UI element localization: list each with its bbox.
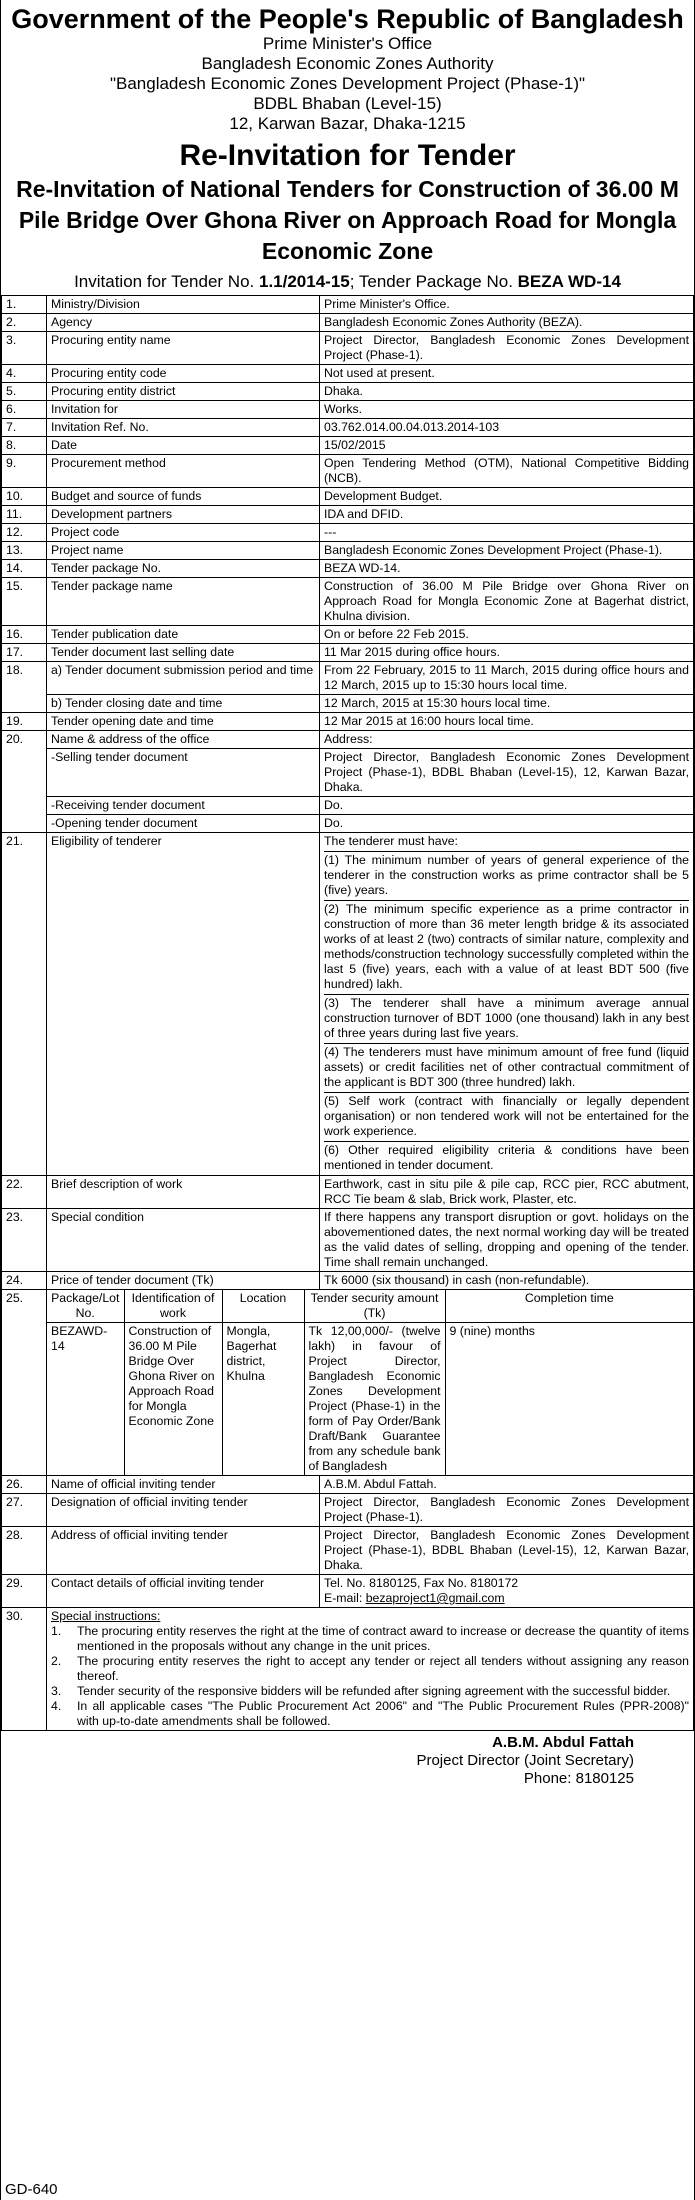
row-value: Prime Minister's Office. — [320, 296, 694, 314]
row-value: 12 March, 2015 at 15:30 hours local time. — [320, 695, 694, 713]
building-name: BDBL Bhaban (Level-15) — [253, 94, 442, 113]
signature-block — [1, 1734, 694, 1788]
special-instructions — [47, 1608, 694, 1731]
row-number: 1. — [2, 296, 47, 314]
row-label: Procuring entity district — [47, 383, 320, 401]
package-header: Completion time — [445, 1290, 693, 1323]
table-row — [2, 542, 694, 560]
table-row — [2, 731, 694, 749]
contact-tel-fax: Tel. No. 8180125, Fax No. 8180172 — [324, 1576, 519, 1590]
row-value: Project Director, Bangladesh Economic Zones Development Project (Phase-1). — [320, 332, 694, 365]
row-value: Project Director, Bangladesh Economic Zones Development Project (Phase-1), BDBL Bhaban (Level-15), 12, Karwan Bazar, Dhaka. — [320, 749, 694, 797]
row-label: Project name — [47, 542, 320, 560]
row-number: 30. — [2, 1608, 47, 1731]
row-number: 22. — [2, 1176, 47, 1209]
row-number: 5. — [2, 383, 47, 401]
contact-details — [320, 1575, 694, 1608]
table-row — [2, 365, 694, 383]
table-row — [2, 455, 694, 488]
invitation-line — [1, 271, 694, 293]
eligibility-item: (2) The minimum specific experience as a prime contractor in construction of more than 36 meter length bridge & its associated works of at least 2 (two) contracts of similar nature, complexity and methods/construction technology successfully completed within the last 5 (five) years, each with a value of at least BDT 500 (five hundred) lakh. — [324, 901, 689, 995]
package-header-row — [47, 1290, 693, 1323]
table-row — [2, 419, 694, 437]
row-label: Name & address of the office — [47, 731, 320, 749]
table-row — [2, 578, 694, 626]
package-lot-no: BEZAWD-14 — [51, 1324, 108, 1353]
row-value: Address: — [320, 731, 694, 749]
row-label: Tender document last selling date — [47, 644, 320, 662]
row-value: IDA and DFID. — [320, 506, 694, 524]
package-table — [47, 1290, 693, 1475]
row-label: Invitation Ref. No. — [47, 419, 320, 437]
row-label: Invitation for — [47, 401, 320, 419]
row-number: 27. — [2, 1494, 47, 1527]
row-value: Bangladesh Economic Zones Development Project (Phase-1). — [320, 542, 694, 560]
table-row — [2, 1290, 694, 1476]
signatory-phone: Phone: 8180125 — [523, 1770, 634, 1787]
row-number: 8. — [2, 437, 47, 455]
reinvitation-heading: Re-Invitation for Tender — [179, 139, 516, 172]
table-row — [2, 383, 694, 401]
table-row — [2, 1575, 694, 1608]
row-label: Date — [47, 437, 320, 455]
eligibility-item: (3) The tenderer shall have a minimum average annual construction turnover of BDT 1000 (one thousand) lakh in any best of three years during last five years. — [324, 995, 689, 1044]
table-row — [2, 296, 694, 314]
table-row — [2, 1494, 694, 1527]
special-instruction-item — [51, 1654, 689, 1684]
office-name: Prime Minister's Office — [262, 34, 433, 53]
tender-details-table — [1, 295, 694, 1731]
package-number: BEZA WD-14 — [517, 272, 621, 291]
package-header: Location — [222, 1290, 304, 1323]
contact-email-line — [324, 1591, 689, 1606]
row-value: Not used at present. — [320, 365, 694, 383]
special-instruction-text: Tender security of the responsive bidders will be refunded after signing agreement with the successful bidder. — [77, 1684, 671, 1698]
invitation-number: 1.1/2014-15 — [258, 272, 350, 291]
special-instruction-text: The procuring entity reserves the right to accept any tender or reject all tenders without assigning any reason thereof. — [77, 1654, 689, 1683]
special-instruction-number: 1. — [51, 1624, 62, 1638]
row-label: Procurement method — [47, 455, 320, 488]
gd-code: GD-640 — [5, 2181, 58, 2198]
office-address: 12, Karwan Bazar, Dhaka-1215 — [229, 114, 466, 133]
invitation-mid: ; Tender Package No. — [349, 272, 518, 291]
package-table-cell — [47, 1290, 694, 1476]
row-number: 26. — [2, 1476, 47, 1494]
row-label: Procuring entity name — [47, 332, 320, 365]
row-label: Project code — [47, 524, 320, 542]
row-value: Project Director, Bangladesh Economic Zones Development Project (Phase-1), BDBL Bhaban (Level-15), 12, Karwan Bazar, Dhaka. — [320, 1527, 694, 1575]
row-value: On or before 22 Feb 2015. — [320, 626, 694, 644]
row-label: Budget and source of funds — [47, 488, 320, 506]
row-value: 03.762.014.00.04.013.2014-103 — [320, 419, 694, 437]
row-number: 23. — [2, 1209, 47, 1272]
package-header: Identification of work — [124, 1290, 222, 1323]
row-value: Bangladesh Economic Zones Authority (BEZA). — [320, 314, 694, 332]
row-label: Tender opening date and time — [47, 713, 320, 731]
row-number: 28. — [2, 1527, 47, 1575]
row-label: Agency — [47, 314, 320, 332]
row-label: Tender publication date — [47, 626, 320, 644]
row-number: 21. — [2, 833, 47, 1176]
eligibility-intro: The tenderer must have: — [324, 833, 689, 852]
table-row — [2, 314, 694, 332]
special-instruction-item — [51, 1624, 689, 1654]
signatory-designation: Project Director (Joint Secretary) — [416, 1752, 634, 1769]
package-header: Package/Lot No. — [47, 1290, 124, 1323]
row-value: Do. — [320, 797, 694, 815]
package-header: Tender security amount (Tk) — [304, 1290, 445, 1323]
row-label: Special condition — [47, 1209, 320, 1272]
row-value: Open Tendering Method (OTM), National Competitive Bidding (NCB). — [320, 455, 694, 488]
package-work: Construction of 36.00 M Pile Bridge Over Ghona River on Approach Road for Mongla Economic Zone — [124, 1323, 222, 1476]
row-label: Development partners — [47, 506, 320, 524]
table-row — [2, 437, 694, 455]
row-label: -Receiving tender document — [47, 797, 320, 815]
table-row — [2, 1476, 694, 1494]
special-instruction-number: 4. — [51, 1699, 62, 1713]
row-number: 19. — [2, 713, 47, 731]
special-instruction-text: In all applicable cases "The Public Procurement Act 2006" and "The Public Procurement Rules (PPR-2008)" with up-to-date amendments shall be followed. — [77, 1699, 689, 1728]
row-number: 20. — [2, 731, 47, 833]
row-number: 24. — [2, 1272, 47, 1290]
eligibility-item: (1) The minimum number of years of general experience of the tenderer in the construction works as prime contractor shall be 5 (five) years. — [324, 852, 689, 901]
special-instruction-number: 3. — [51, 1684, 62, 1698]
row-label: Eligibility of tenderer — [47, 833, 320, 1176]
row-label: Price of tender document (Tk) — [47, 1272, 320, 1290]
row-number: 4. — [2, 365, 47, 383]
row-label: Ministry/Division — [47, 296, 320, 314]
row-label: Designation of official inviting tender — [47, 1494, 320, 1527]
package-row — [47, 1323, 693, 1476]
row-label: Procuring entity code — [47, 365, 320, 383]
row-number: 2. — [2, 314, 47, 332]
special-instruction-text: The procuring entity reserves the right at the time of contract award to increase or decrease the quantity of items mentioned in the proposals without any change in the unit prices. — [77, 1624, 689, 1653]
row-number: 29. — [2, 1575, 47, 1608]
row-value: Works. — [320, 401, 694, 419]
eligibility-list — [320, 833, 694, 1176]
row-value: Dhaka. — [320, 383, 694, 401]
row-number: 14. — [2, 560, 47, 578]
row-number: 12. — [2, 524, 47, 542]
row-label: b) Tender closing date and time — [47, 695, 320, 713]
row-number: 13. — [2, 542, 47, 560]
table-row — [2, 524, 694, 542]
row-number: 6. — [2, 401, 47, 419]
table-row — [2, 1608, 694, 1731]
special-instruction-number: 2. — [51, 1654, 62, 1668]
row-value: 15/02/2015 — [320, 437, 694, 455]
row-label: Tender package name — [47, 578, 320, 626]
table-row — [2, 560, 694, 578]
eligibility-item: (6) Other required eligibility criteria & conditions have been mentioned in tender document. — [324, 1143, 689, 1172]
row-label: -Selling tender document — [47, 749, 320, 797]
row-number: 18. — [2, 662, 47, 713]
table-row — [2, 488, 694, 506]
table-row — [2, 797, 694, 815]
eligibility-item: (4) The tenderers must have minimum amount of free fund (liquid assets) or credit facilities net of other contractual commitment of the applicant is BDT 300 (three hundred) lakh. — [324, 1044, 689, 1093]
package-completion: 9 (nine) months — [445, 1323, 693, 1476]
row-value: Earthwork, cast in situ pile & pile cap, RCC pier, RCC abutment, RCC Tie beam & slab, Brick work, Plaster, etc. — [320, 1176, 694, 1209]
row-value: Development Budget. — [320, 488, 694, 506]
contact-email-prefix: E-mail: — [324, 1591, 366, 1605]
row-label: Name of official inviting tender — [47, 1476, 320, 1494]
row-value: Project Director, Bangladesh Economic Zones Development Project (Phase-1). — [320, 1494, 694, 1527]
row-number: 3. — [2, 332, 47, 365]
row-value: From 22 February, 2015 to 11 March, 2015 during office hours and 12 March, 2015 up to 15:30 hours local time. — [320, 662, 694, 695]
table-row — [2, 815, 694, 833]
row-label: Address of official inviting tender — [47, 1527, 320, 1575]
row-number: 15. — [2, 578, 47, 626]
row-value: Construction of 36.00 M Pile Bridge over Ghona River on Approach Road for Mongla Economic Zone at Bagerhat district, Khulna division. — [320, 578, 694, 626]
row-value: If there happens any transport disruption or govt. holidays on the abovementioned dates, the next normal working day will be treated as the valid dates of selling, dropping and opening of the tender. Time shall remain unchanged. — [320, 1209, 694, 1272]
row-number: 17. — [2, 644, 47, 662]
row-value: A.B.M. Abdul Fattah. — [320, 1476, 694, 1494]
special-instructions-list — [51, 1624, 689, 1729]
row-value: Do. — [320, 815, 694, 833]
eligibility-item: (5) Self work (contract with financially or legally dependent organisation) or non tendered work will not be entertained for the work experience. — [324, 1093, 689, 1142]
row-number: 10. — [2, 488, 47, 506]
row-label: Contact details of official inviting tender — [47, 1575, 320, 1608]
row-value: Tk 6000 (six thousand) in cash (non-refundable). — [320, 1272, 694, 1290]
notice-header — [1, 0, 694, 293]
table-row — [2, 749, 694, 797]
table-row — [2, 401, 694, 419]
table-row — [2, 644, 694, 662]
invitation-prefix: Invitation for Tender No. — [74, 272, 259, 291]
table-row — [2, 833, 694, 1176]
project-name: "Bangladesh Economic Zones Development Project (Phase-1)" — [109, 74, 586, 93]
table-row — [2, 713, 694, 731]
row-number: 11. — [2, 506, 47, 524]
table-row — [2, 626, 694, 644]
table-row — [2, 662, 694, 695]
row-number: 25. — [2, 1290, 47, 1476]
special-instructions-title: Special instructions: — [51, 1609, 161, 1623]
row-label: a) Tender document submission period and time — [47, 662, 320, 695]
row-number: 9. — [2, 455, 47, 488]
special-instruction-item — [51, 1699, 689, 1729]
row-label: Brief description of work — [47, 1176, 320, 1209]
table-row — [2, 1527, 694, 1575]
row-number: 7. — [2, 419, 47, 437]
row-value: 11 Mar 2015 during office hours. — [320, 644, 694, 662]
row-label: -Opening tender document — [47, 815, 320, 833]
authority-name: Bangladesh Economic Zones Authority — [201, 54, 494, 73]
table-row — [2, 695, 694, 713]
government-title: Government of the People's Republic of Bangladesh — [11, 4, 684, 34]
special-instruction-item — [51, 1684, 689, 1699]
tender-subtitle: Re-Invitation of National Tenders for Construction of 36.00 M Pile Bridge Over Ghona River on Approach Road for Mongla Economic Zone — [16, 176, 679, 264]
table-row — [2, 1209, 694, 1272]
table-row — [2, 332, 694, 365]
signatory-name: A.B.M. Abdul Fattah — [492, 1734, 634, 1751]
package-location: Mongla, Bagerhat district, Khulna — [222, 1323, 304, 1476]
row-value: --- — [320, 524, 694, 542]
contact-email-link[interactable]: bezaproject1@gmail.com — [365, 1591, 505, 1605]
row-value: BEZA WD-14. — [320, 560, 694, 578]
package-security: Tk 12,00,000/- (twelve lakh) in favour of Project Director, Bangladesh Economic Zones Development Project (Phase-1) in the form of Pay Order/Bank Draft/Bank Guarantee from any schedule bank of Bangladesh — [304, 1323, 445, 1476]
row-number: 16. — [2, 626, 47, 644]
row-value: 12 Mar 2015 at 16:00 hours local time. — [320, 713, 694, 731]
row-label: Tender package No. — [47, 560, 320, 578]
table-row — [2, 1176, 694, 1209]
table-row — [2, 506, 694, 524]
table-row — [2, 1272, 694, 1290]
